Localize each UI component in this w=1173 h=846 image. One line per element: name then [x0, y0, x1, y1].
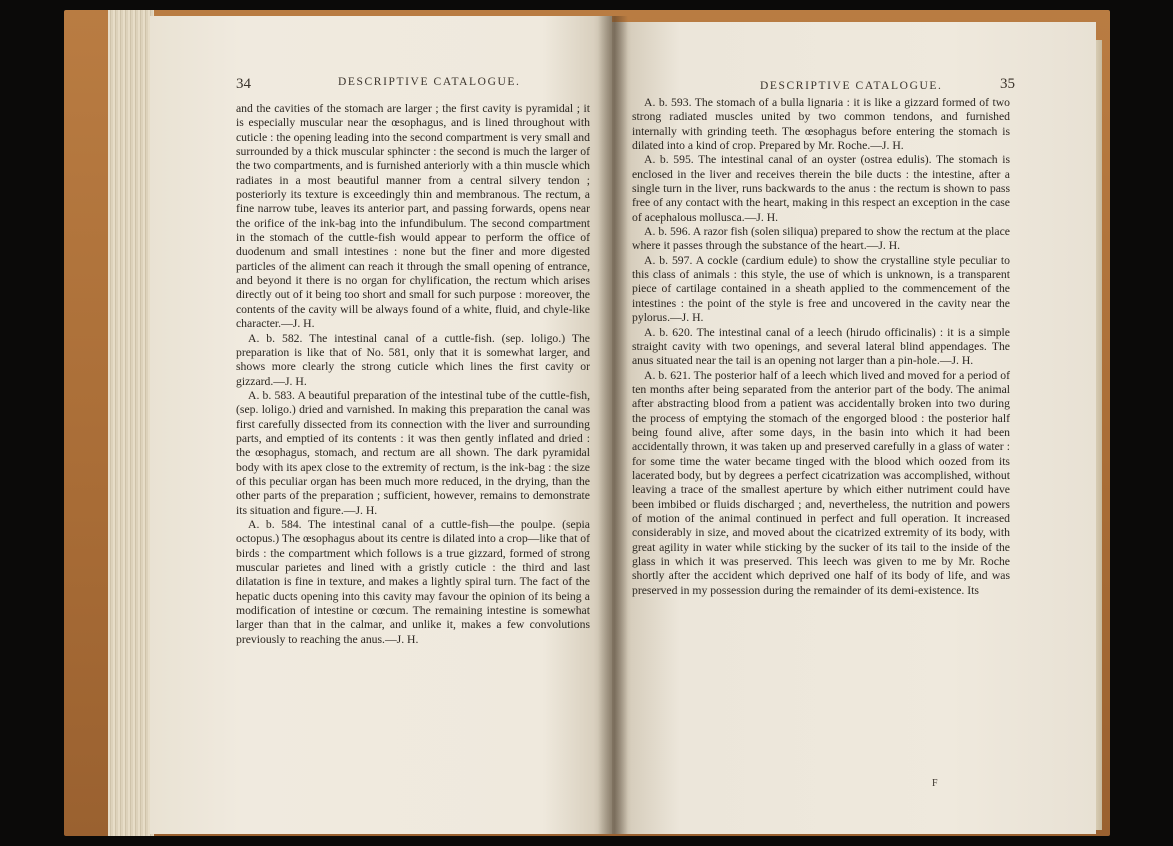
- page-edges: [108, 10, 154, 836]
- right-page: [612, 22, 1096, 834]
- page-body: [236, 102, 590, 647]
- running-header: DESCRIPTIVE CATALOGUE.: [338, 76, 521, 88]
- book-gutter: [598, 16, 628, 834]
- paragraph: A. b. 582. The intestinal canal of a cuttle-fish. (sep. loligo.) The preparation is like that of No. 581, only that it is somewhat larger, and shows more clearly the strong cuticle which lines the first cavity or gizzard.—J. H.: [236, 331, 590, 388]
- paragraph: A. b. 584. The intestinal canal of a cuttle-fish—the poulpe. (sepia octopus.) The œsophagus about its centre is dilated into a crop—like that of birds : the compartment which follows is a true gizzard, formed of strong muscular parietes and lined with a gristly cuticle : the third and last dilatation is fine in texture, and makes a lightly spiral turn. The fact of the hepatic ducts opening into this cavity may favour the opinion of its being a modification of intestine or cœcum. The remaining intestine is somewhat larger than that in the calmar, and unlike it, makes a few convolutions previously to reaching the anus.—J. H.: [236, 517, 590, 646]
- paragraph: A. b. 595. The intestinal canal of an oyster (ostrea edulis). The stomach is enclosed in the liver and receives therein the bile ducts : the intestine, after a single turn in the liver, runs backwards to the anus : the rectum is shown to pass free of any contact with the heart, making in this respect an exception in the case of acephalous mollusca.—J. H.: [632, 153, 1010, 224]
- page-number: 35: [1000, 76, 1015, 92]
- paragraph: A. b. 620. The intestinal canal of a leech (hirudo officinalis) : it is a simple straight cavity with two openings, and several lateral blind appendages. The anus situated near the tail is an opening not larger than a pin-hole.—J. H.: [632, 325, 1010, 368]
- page-number: 34: [236, 76, 251, 92]
- paragraph: A. b. 597. A cockle (cardium edule) to show the crystalline style peculiar to this class of animals : this style, the use of which is unknown, is a transparent piece of cartilage contained in a sheath applied to the commencement of the intestines : the point of the style is free and uncovered in the cavity near the pylorus.—J. H.: [632, 253, 1010, 325]
- running-header: DESCRIPTIVE CATALOGUE.: [760, 80, 943, 92]
- left-page: [150, 16, 612, 834]
- signature-mark: F: [932, 778, 938, 789]
- paragraph: A. b. 596. A razor fish (solen siliqua) prepared to show the rectum at the place where it passes through the substance of the heart.—J. H.: [632, 225, 1010, 253]
- paragraph: and the cavities of the stomach are larger ; the first cavity is pyramidal ; it is especially muscular near the œsophagus, and is lined throughout with cuticle : the opening leading into the second compartment is very small and surrounded by a thick muscular sphincter : the second is much the larger of the two compartments, and is furnished anteriorly with a thin muscle which radiates in a most beautiful manner from a central silvery tendon ; posteriorly its texture is exceedingly thin and membranous. The rectum, a fine narrow tube, leaves its anterior part, and passing forwards, opens near the orifice of the ink-bag into the infundibulum. The second compartment in the stomach of the cuttle-fish would appear to perform the office of duodenum and small intestines : none but the finer and more digested particles of the aliment can reach it through the small opening of entrance, and beyond it there is no organ for chylification, the rectum which arises directly out of it being too short and small for such purpose : moreover, the contents of the cavity will be always found of a white, fluid, and chyle-like character.—J. H.: [236, 102, 590, 331]
- paragraph: A. b. 583. A beautiful preparation of the intestinal tube of the cuttle-fish, (sep. loligo.) dried and varnished. In making this preparation the canal was first carefully dissected from its connection with the liver and surrounding parts, and emptied of its contents : it was then gently inflated and dried : the œsophagus, stomach, and rectum are all shown. The dark pyramidal body with its apex close to the extremity of rectum, is the ink-bag : the size of this peculiar organ has been much more reduced, in the drying, than the other parts of the preparation ; sufficient, however, remains to demonstrate its situation and figure.—J. H.: [236, 388, 590, 517]
- paragraph: A. b. 621. The posterior half of a leech which lived and moved for a period of ten months after being separated from the anterior part of the body. The animal after abstracting blood from a patient was accidentally broken into two during the process of emptying the stomach of the engorged blood : the posterior half being found alive, after some days, in the basin into which it had been accidentally thrown, it was taken up and preserved carefully in a glass of water : for some time the water became tinged with the blood which oozed from its lacerated body, but by degrees a perfect cicatrization was accomplished, without leaving a trace of the smallest aperture by which either nutriment could have been imbibed or fluids discharged ; and, nevertheless, the nutrition and powers of motion of the animal continued in perfect and full operation. It increased considerably in size, and moved about the cicatrized extremity of its body, with great agility in water while sticking by the sucker of its tail to the inside of the glass in which it was preserved. This leech was given to me by Mr. Roche shortly after the accident which deprived one half of its body of life, and was preserved in my possession during the remainder of its demi-existence. Its: [632, 368, 1010, 597]
- page-body: [632, 96, 1010, 598]
- paragraph: A. b. 593. The stomach of a bulla lignaria : it is like a gizzard formed of two strong radiated muscles united by two common tendons, and furnished internally with grinding teeth. The œsophagus before entering the stomach is dilated into a kind of crop. Prepared by Mr. Roche.—J. H.: [632, 96, 1010, 153]
